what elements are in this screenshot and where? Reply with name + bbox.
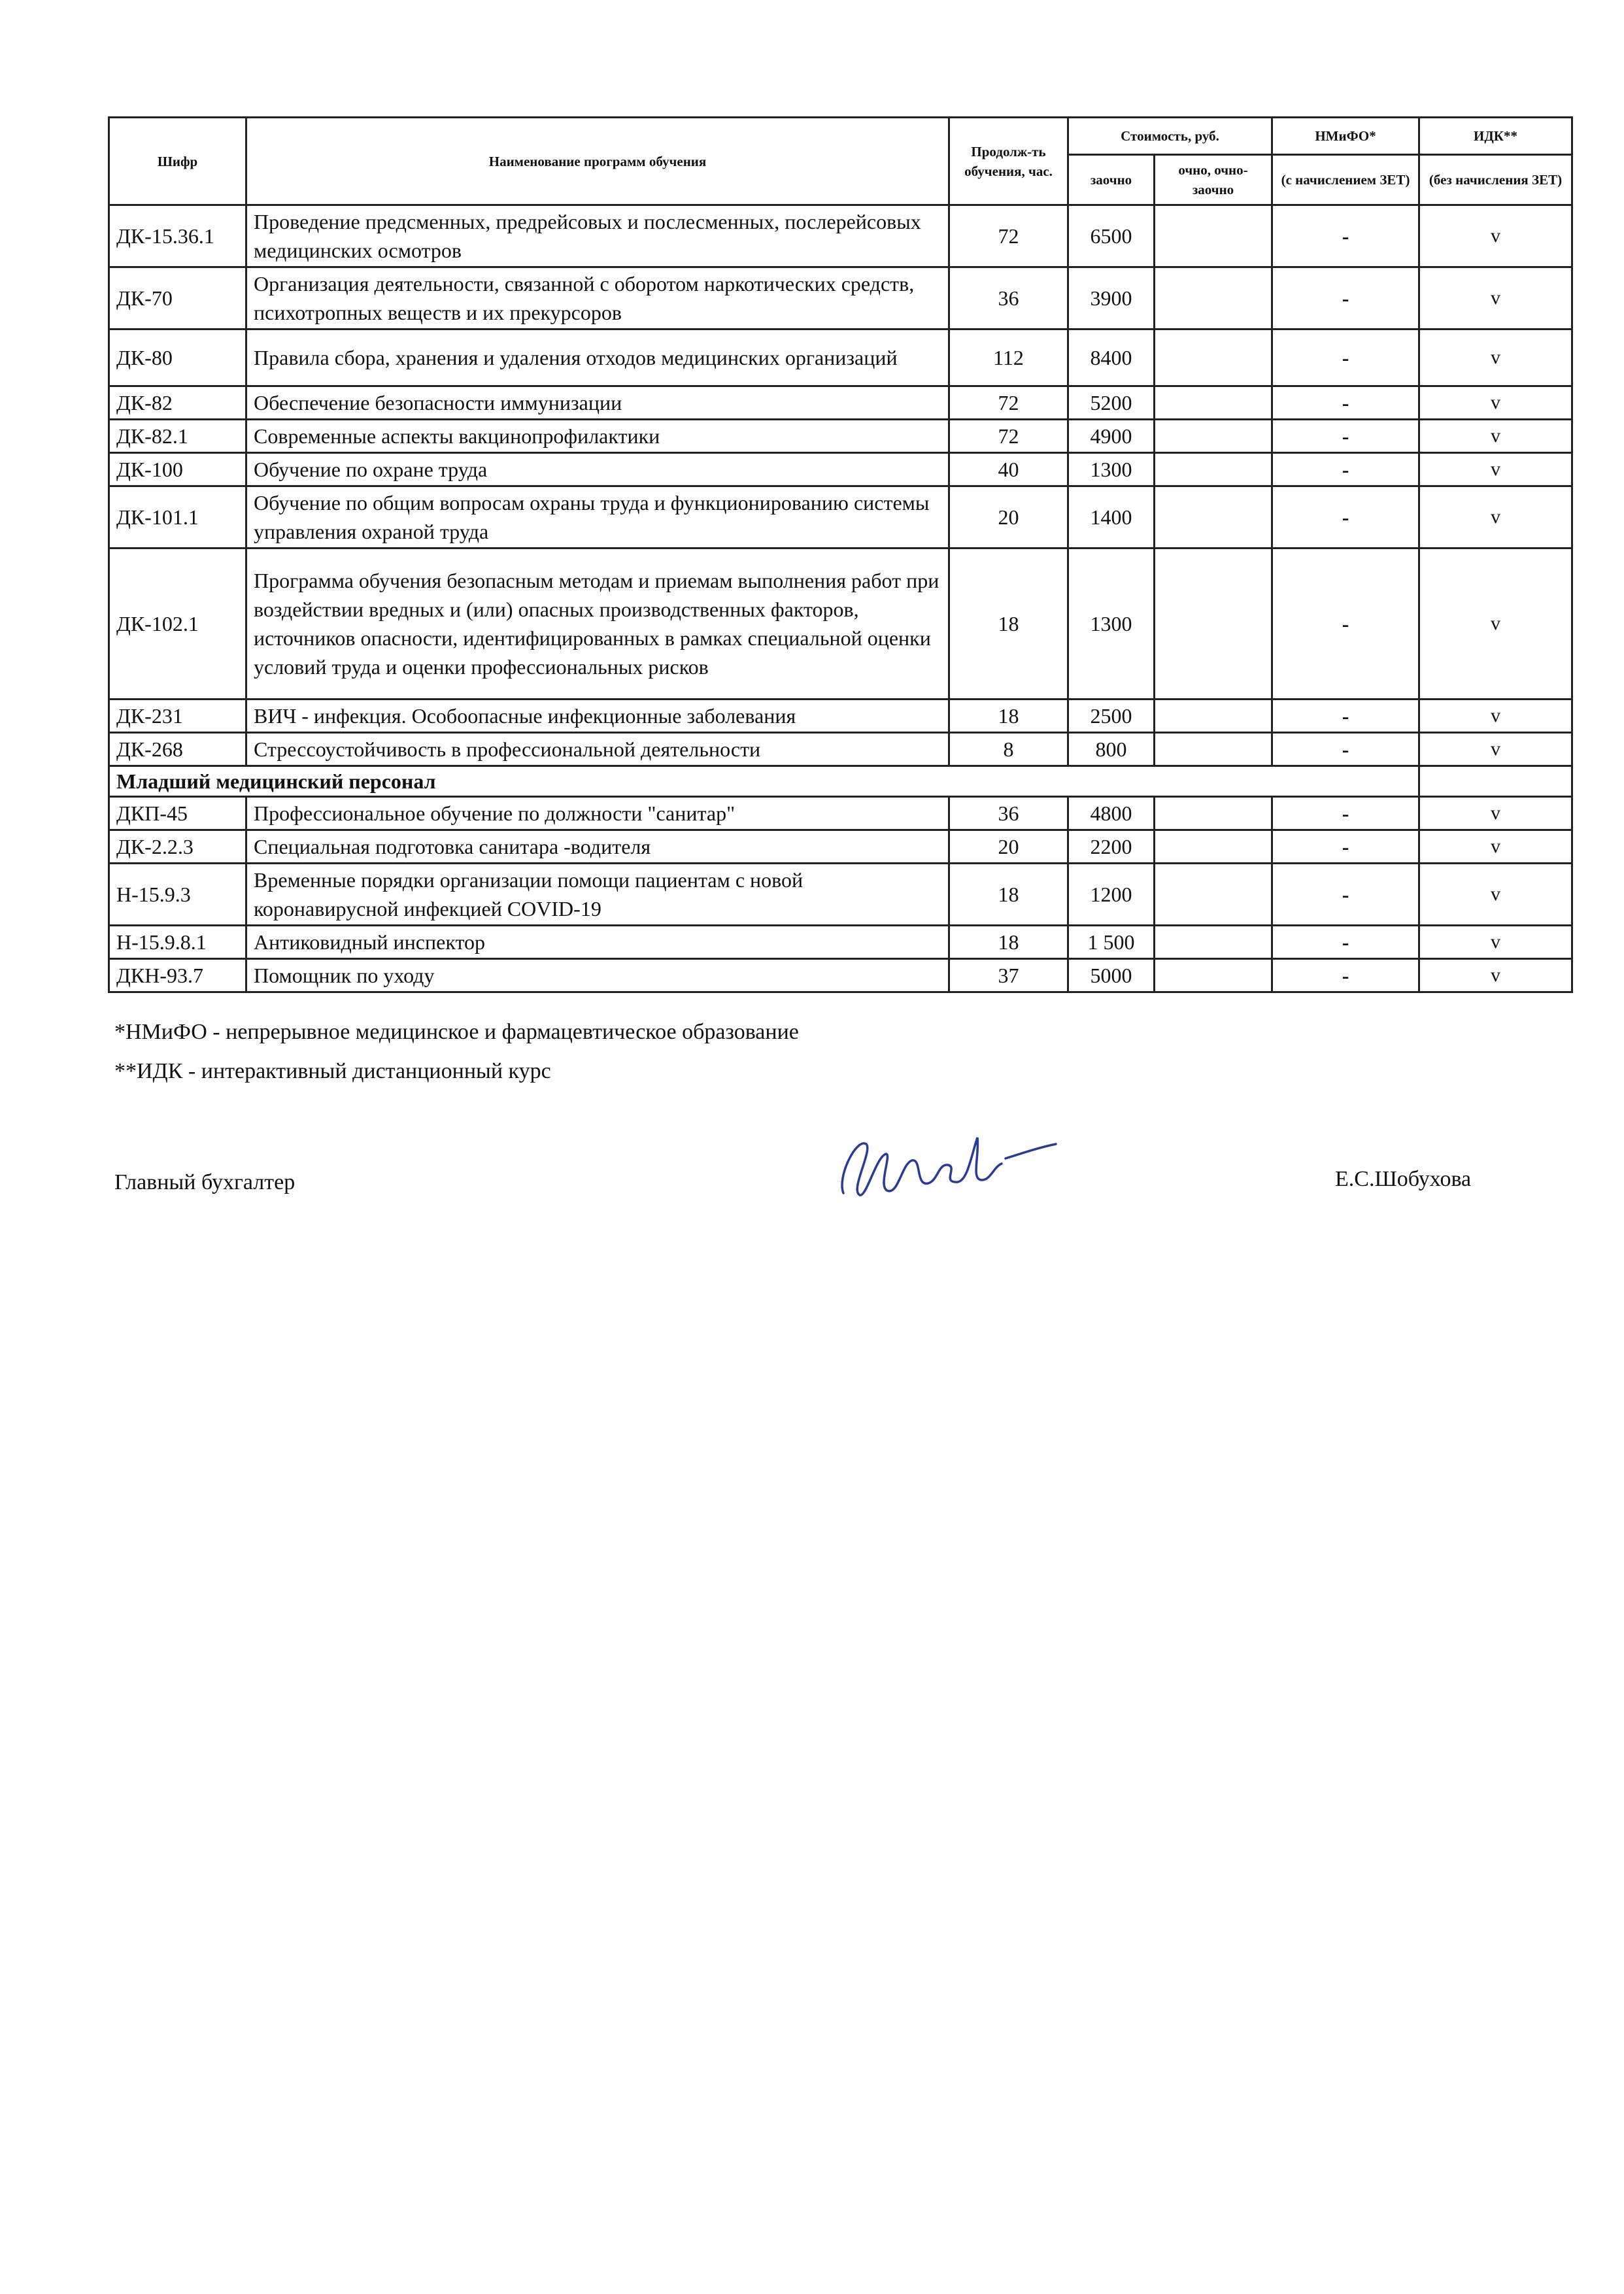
table-body-main <box>109 205 1572 766</box>
header-idk-note: (без начисления ЗЕТ) <box>1419 155 1572 205</box>
footnote-nmifo: *НМиФО - непрерывное медицинское и фармацевтическое образование <box>114 1020 799 1044</box>
cost-ochno-cell <box>1155 700 1272 733</box>
nmifo-cell: - <box>1272 797 1419 830</box>
nmifo-cell: - <box>1272 926 1419 959</box>
code-cell: ДК-2.2.3 <box>109 830 246 864</box>
duration-cell: 72 <box>949 386 1068 420</box>
idk-cell: v <box>1419 700 1572 733</box>
program-name-cell: Временные порядки организации помощи пациентам с новой коронавирусной инфекцией COVID-19 <box>246 864 949 926</box>
program-name-cell: Обеспечение безопасности иммунизации <box>246 386 949 420</box>
program-name-cell: Помощник по уходу <box>246 959 949 992</box>
cost-zaochno-cell: 1400 <box>1068 486 1155 548</box>
duration-cell: 20 <box>949 486 1068 548</box>
code-cell: ДКП-45 <box>109 797 246 830</box>
table-row <box>109 926 1572 959</box>
idk-cell: v <box>1419 329 1572 386</box>
code-cell: Н-15.9.3 <box>109 864 246 926</box>
table-row <box>109 420 1572 453</box>
idk-cell: v <box>1419 486 1572 548</box>
idk-cell: v <box>1419 205 1572 267</box>
header-cost-ochno: очно, очно-заочно <box>1155 155 1272 205</box>
code-cell: ДК-100 <box>109 453 246 486</box>
nmifo-cell: - <box>1272 959 1419 992</box>
signature-title: Главный бухгалтер <box>114 1170 296 1194</box>
section-title: Младший медицинский персонал <box>109 766 1419 797</box>
cost-zaochno-cell: 5200 <box>1068 386 1155 420</box>
program-name-cell: Антиковидный инспектор <box>246 926 949 959</box>
nmifo-cell: - <box>1272 205 1419 267</box>
duration-cell: 40 <box>949 453 1068 486</box>
idk-cell: v <box>1419 386 1572 420</box>
cost-zaochno-cell: 1200 <box>1068 864 1155 926</box>
footnote-idk: **ИДК - интерактивный дистанционный курс <box>114 1059 551 1083</box>
code-cell: ДК-101.1 <box>109 486 246 548</box>
cost-ochno-cell <box>1155 959 1272 992</box>
nmifo-cell: - <box>1272 420 1419 453</box>
code-cell: ДК-82.1 <box>109 420 246 453</box>
idk-cell: v <box>1419 733 1572 766</box>
program-name-cell: ВИЧ - инфекция. Особоопасные инфекционные заболевания <box>246 700 949 733</box>
table-row <box>109 548 1572 700</box>
duration-cell: 72 <box>949 205 1068 267</box>
duration-cell: 8 <box>949 733 1068 766</box>
table-row <box>109 733 1572 766</box>
nmifo-cell: - <box>1272 386 1419 420</box>
nmifo-cell: - <box>1272 267 1419 329</box>
idk-cell: v <box>1419 926 1572 959</box>
cost-ochno-cell <box>1155 548 1272 700</box>
program-name-cell: Проведение предсменных, предрейсовых и послесменных, послерейсовых медицинских осмотров <box>246 205 949 267</box>
cost-ochno-cell <box>1155 453 1272 486</box>
table-row <box>109 959 1572 992</box>
program-name-cell: Правила сбора, хранения и удаления отходов медицинских организаций <box>246 329 949 386</box>
code-cell: ДК-15.36.1 <box>109 205 246 267</box>
price-table <box>108 116 1573 993</box>
idk-cell: v <box>1419 420 1572 453</box>
table-row <box>109 797 1572 830</box>
duration-cell: 18 <box>949 548 1068 700</box>
duration-cell: 36 <box>949 267 1068 329</box>
cost-zaochno-cell: 2500 <box>1068 700 1155 733</box>
cost-zaochno-cell: 800 <box>1068 733 1155 766</box>
cost-ochno-cell <box>1155 733 1272 766</box>
code-cell: ДК-231 <box>109 700 246 733</box>
section-row <box>109 766 1572 797</box>
cost-ochno-cell <box>1155 329 1272 386</box>
code-cell: ДК-80 <box>109 329 246 386</box>
duration-cell: 112 <box>949 329 1068 386</box>
code-cell: ДК-70 <box>109 267 246 329</box>
cost-zaochno-cell: 5000 <box>1068 959 1155 992</box>
table-row <box>109 205 1572 267</box>
program-name-cell: Стрессоустойчивость в профессиональной деятельности <box>246 733 949 766</box>
table-row <box>109 329 1572 386</box>
cost-ochno-cell <box>1155 486 1272 548</box>
cost-ochno-cell <box>1155 386 1272 420</box>
cost-ochno-cell <box>1155 267 1272 329</box>
nmifo-cell: - <box>1272 700 1419 733</box>
cost-ochno-cell <box>1155 797 1272 830</box>
code-cell: ДК-268 <box>109 733 246 766</box>
program-name-cell: Специальная подготовка санитара -водителя <box>246 830 949 864</box>
nmifo-cell: - <box>1272 733 1419 766</box>
header-nmifo-note: (с начислением ЗЕТ) <box>1272 155 1419 205</box>
cost-zaochno-cell: 4800 <box>1068 797 1155 830</box>
nmifo-cell: - <box>1272 864 1419 926</box>
cost-zaochno-cell: 2200 <box>1068 830 1155 864</box>
cost-zaochno-cell: 4900 <box>1068 420 1155 453</box>
program-name-cell: Обучение по охране труда <box>246 453 949 486</box>
cost-ochno-cell <box>1155 205 1272 267</box>
idk-cell: v <box>1419 548 1572 700</box>
code-cell: ДКН-93.7 <box>109 959 246 992</box>
cost-zaochno-cell: 1300 <box>1068 548 1155 700</box>
cost-zaochno-cell: 6500 <box>1068 205 1155 267</box>
table-header-row <box>109 118 1572 155</box>
duration-cell: 37 <box>949 959 1068 992</box>
section-empty-cell <box>1419 766 1572 797</box>
table-section <box>109 766 1572 797</box>
nmifo-cell: - <box>1272 329 1419 386</box>
table-row <box>109 453 1572 486</box>
table-row <box>109 386 1572 420</box>
program-name-cell: Организация деятельности, связанной с оборотом наркотических средств, психотропных веществ и их прекурсоров <box>246 267 949 329</box>
idk-cell: v <box>1419 830 1572 864</box>
duration-cell: 72 <box>949 420 1068 453</box>
header-code: Шифр <box>109 118 246 205</box>
code-cell: ДК-102.1 <box>109 548 246 700</box>
header-cost: Стоимость, руб. <box>1068 118 1272 155</box>
header-idk: ИДК** <box>1419 118 1572 155</box>
duration-cell: 18 <box>949 864 1068 926</box>
nmifo-cell: - <box>1272 830 1419 864</box>
cost-zaochno-cell: 1 500 <box>1068 926 1155 959</box>
table-row <box>109 830 1572 864</box>
cost-ochno-cell <box>1155 830 1272 864</box>
nmifo-cell: - <box>1272 486 1419 548</box>
idk-cell: v <box>1419 267 1572 329</box>
table-body-junior <box>109 797 1572 992</box>
idk-cell: v <box>1419 959 1572 992</box>
nmifo-cell: - <box>1272 453 1419 486</box>
table-row <box>109 864 1572 926</box>
cost-ochno-cell <box>1155 864 1272 926</box>
idk-cell: v <box>1419 797 1572 830</box>
idk-cell: v <box>1419 864 1572 926</box>
cost-ochno-cell <box>1155 926 1272 959</box>
header-cost-zaochno: заочно <box>1068 155 1155 205</box>
duration-cell: 18 <box>949 926 1068 959</box>
program-name-cell: Современные аспекты вакцинопрофилактики <box>246 420 949 453</box>
program-name-cell: Программа обучения безопасным методам и приемам выполнения работ при воздействии вредных и (или) опасных производственных факторов, источников опасности, идентифицированных в рамках специальной оценки условий труда и оценки профессиональных рисков <box>246 548 949 700</box>
signature-name: Е.С.Шобухова <box>1335 1167 1472 1191</box>
cost-zaochno-cell: 3900 <box>1068 267 1155 329</box>
header-name: Наименование программ обучения <box>246 118 949 205</box>
duration-cell: 18 <box>949 700 1068 733</box>
cost-zaochno-cell: 1300 <box>1068 453 1155 486</box>
cost-zaochno-cell: 8400 <box>1068 329 1155 386</box>
nmifo-cell: - <box>1272 548 1419 700</box>
handwritten-signature <box>830 1118 1066 1209</box>
program-name-cell: Профессиональное обучение по должности "санитар" <box>246 797 949 830</box>
code-cell: ДК-82 <box>109 386 246 420</box>
cost-ochno-cell <box>1155 420 1272 453</box>
code-cell: Н-15.9.8.1 <box>109 926 246 959</box>
idk-cell: v <box>1419 453 1572 486</box>
program-name-cell: Обучение по общим вопросам охраны труда и функционированию системы управления охраной труда <box>246 486 949 548</box>
table-row <box>109 486 1572 548</box>
duration-cell: 36 <box>949 797 1068 830</box>
duration-cell: 20 <box>949 830 1068 864</box>
header-nmifo: НМиФО* <box>1272 118 1419 155</box>
table-row <box>109 267 1572 329</box>
table-row <box>109 700 1572 733</box>
header-duration: Продолж-ть обучения, час. <box>949 118 1068 205</box>
